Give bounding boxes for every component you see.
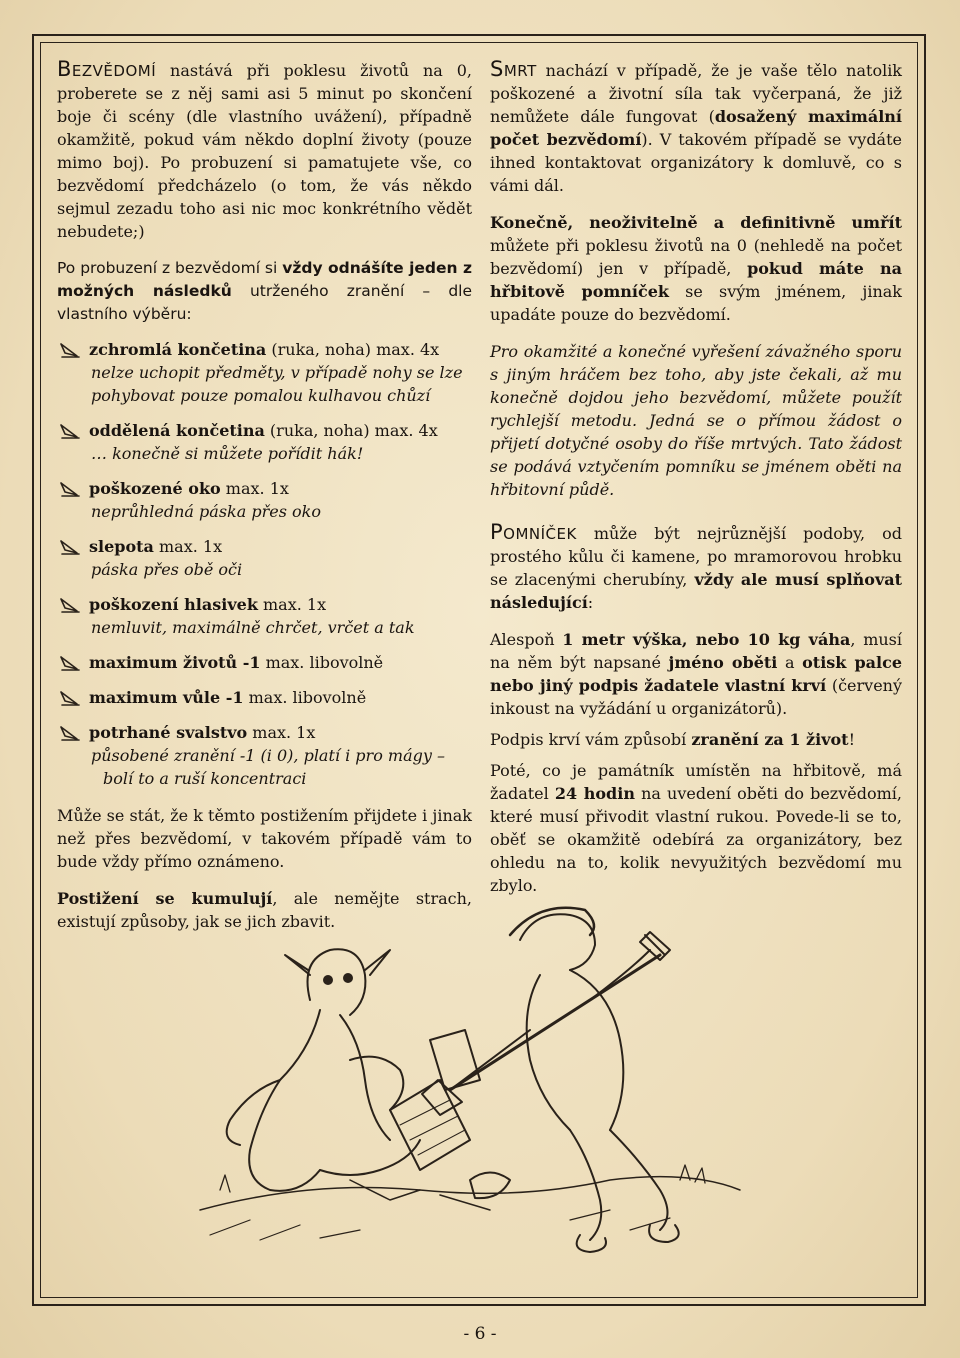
consequence-note: nemluvit, maximálně chrčet, vrčet a tak — [91, 618, 415, 637]
page-number: - 6 - — [463, 1324, 497, 1344]
consequence-title: slepota — [89, 537, 154, 556]
bold-text: pokud máte na hřbitově pomníček — [490, 259, 902, 301]
bold-text: otisk palce nebo jiný podpis žadatele vlastní krví — [490, 653, 903, 695]
text: na uvedení oběti do bezvědomí, které musí přivodit vlastní rukou. Povede-li se to, oběť se okamžitě odebírá za organizátory, bez ohledu na to, kolik nevyužitých bezvědomí mu zbylo. — [490, 784, 902, 895]
heading-pomnicek: Pomníček — [490, 520, 577, 544]
consequence-note: působené zranění -1 (i 0), platí i pro mágy – — [91, 746, 445, 765]
text: Poté, co je památník umístěn na hřbitově, má žadatel — [490, 761, 902, 803]
consequence-note: neprůhledná páska přes oko — [91, 502, 321, 521]
consequence-item — [57, 535, 472, 558]
text: ! — [848, 730, 856, 749]
shovel — [450, 955, 660, 1090]
text: , musí na něm být napsané — [490, 630, 902, 672]
consequence-limit: max. libovolně — [260, 653, 384, 672]
consequence-list — [57, 338, 472, 790]
quill-bullet-icon — [59, 596, 81, 614]
consequence-title: oddělená končetina — [89, 421, 265, 440]
text: Podpis krví vám způsobí — [490, 730, 692, 749]
consequence-item — [57, 651, 472, 674]
heading-smrt: Smrt — [490, 57, 537, 81]
consequence-limit: max. 1x — [257, 595, 327, 614]
consequence-item — [57, 593, 472, 616]
paragraph-pomnicek — [490, 521, 902, 614]
goblin-figure — [227, 949, 420, 1191]
consequence-note: bolí to a ruší koncentraci — [103, 769, 307, 788]
text: Po probuzení z bezvědomí si — [57, 259, 283, 277]
digger-figure — [450, 908, 679, 1252]
paragraph-quick-method — [490, 340, 902, 501]
consequence-limit: max. 1x — [153, 537, 223, 556]
consequence-limit: (ruka, noha) max. 4x — [264, 421, 438, 440]
paragraph-24-hours — [490, 759, 902, 897]
bold-text: vždy odnášíte jeden z možných následků — [57, 259, 473, 300]
bold-text: jméno oběti — [668, 653, 778, 672]
text: utrženého zranění – dle vlastního výběru: — [57, 282, 473, 323]
text: nachází v případě, že je vaše tělo natolik poškozené a životní síla tak vyčerpaná, že již nemůžete dále fungovat ( — [490, 61, 902, 126]
text: a — [777, 653, 803, 672]
bold-text: 24 hodin — [554, 784, 635, 803]
heading-bezvedomi: Bezvědomí — [57, 57, 157, 81]
consequence-item — [57, 721, 472, 744]
paragraph-bezvedomi — [57, 58, 472, 243]
consequence-note: … konečně si můžete pořídit hák! — [91, 444, 364, 463]
text: Alespoň — [490, 630, 563, 649]
consequence-item — [57, 686, 472, 709]
bold-text: Postižení se kumulují — [57, 889, 273, 908]
consequence-note: páska přes obě oči — [91, 560, 243, 579]
consequence-title: poškozené oko — [89, 479, 221, 498]
consequence-title: maximum životů -1 — [89, 653, 261, 672]
consequence-limit: max. libovolně — [243, 688, 367, 707]
quill-bullet-icon — [59, 654, 81, 672]
paragraph-blood-signature — [490, 728, 902, 751]
paragraph-text: nastává při poklesu životů na 0, proberete se z něj sami asi 5 minut po skončení boje či scény (dle vlastního uvážení), případně okamžitě, pokud vám někdo doplní životy (pouze mimo boj). Po probuzení si pamatujete vše, co bezvědomí předcházelo (o tom, že vás někdo sejmul zezadu toho asi nic moc konkrétního vědět nebudete;) — [57, 61, 472, 241]
paragraph-consequences — [57, 257, 472, 326]
quill-bullet-icon — [59, 724, 81, 742]
right-column — [490, 58, 902, 897]
consequence-title: zchromlá končetina — [89, 340, 267, 359]
quill-bullet-icon — [59, 538, 81, 556]
paragraph-other-ways: Může se stát, že k těmto postižením přijdete i jinak než přes bezvědomí, v takovém případě vám to bude vždy přímo oznámeno. — [57, 806, 472, 871]
consequence-limit: max. 1x — [247, 723, 316, 742]
text: : — [587, 593, 594, 612]
consequence-limit: max. 1x — [220, 479, 289, 498]
bold-text: 1 metr výška, nebo 10 kg váha — [562, 630, 851, 649]
bold-text: zranění za 1 život — [691, 730, 849, 749]
paragraph-requirements — [490, 628, 902, 720]
consequence-item — [57, 338, 472, 361]
quill-bullet-icon — [59, 422, 81, 440]
consequence-title: maximum vůle -1 — [89, 688, 244, 707]
left-column — [57, 58, 472, 933]
text: se svým jménem, jinak upadáte pouze do bezvědomí. — [490, 282, 902, 324]
text: , ale nemějte strach, existují způsoby, jak se jich zbavit. — [57, 889, 473, 931]
quill-bullet-icon — [59, 341, 81, 359]
paragraph-definitive-death — [490, 211, 902, 326]
text: může být nejrůznější podoby, od prostého kůlu či kamene, po mramorovou hrobku se zlacenými cherubíny, — [490, 524, 902, 589]
quill-bullet-icon — [59, 480, 81, 498]
paragraph-smrt — [490, 58, 902, 197]
text: ). V takovém případě se vydáte ihned kontaktovat organizátory k domluvě, co s vámi dál. — [490, 130, 902, 195]
consequence-title: poškození hlasivek — [89, 595, 258, 614]
consequence-limit: (ruka, noha) max. 4x — [266, 340, 440, 359]
consequence-title: potrhané svalstvo — [89, 723, 248, 742]
bold-text: vždy ale musí splňovat následující — [490, 570, 903, 612]
italic-text: Pro okamžité a konečné vyřešení závažného sporu s jiným hráčem bez toho, aby jste čekali, až mu konečně dojdou jeho bezvědomí, můžete použít rychlejší metodu. Jedná se o přímou žádost o přijetí dotyčné osoby do říše mrtvých. Tato žádost se podává vztyčením pomníku se jménem oběti na hřbitovní půdě. — [490, 342, 902, 499]
text: (červený inkoust na vyžádání u organizátorů). — [490, 676, 902, 718]
consequence-note: nelze uchopit předměty, v případě nohy se lze pohybovat pouze pomalou kulhavou chůzí — [91, 363, 463, 405]
quill-bullet-icon — [59, 689, 81, 707]
bold-text: Konečně, neoživitelně a definitivně umřít — [490, 213, 902, 232]
bold-text: dosažený maximální počet bezvědomí — [490, 107, 903, 149]
graveyard-illustration — [190, 880, 750, 1300]
consequence-item — [57, 477, 472, 500]
consequence-item — [57, 419, 472, 442]
text: můžete při poklesu životů na 0 (nehledě na počet bezvědomí) jen v případě, — [490, 236, 902, 278]
